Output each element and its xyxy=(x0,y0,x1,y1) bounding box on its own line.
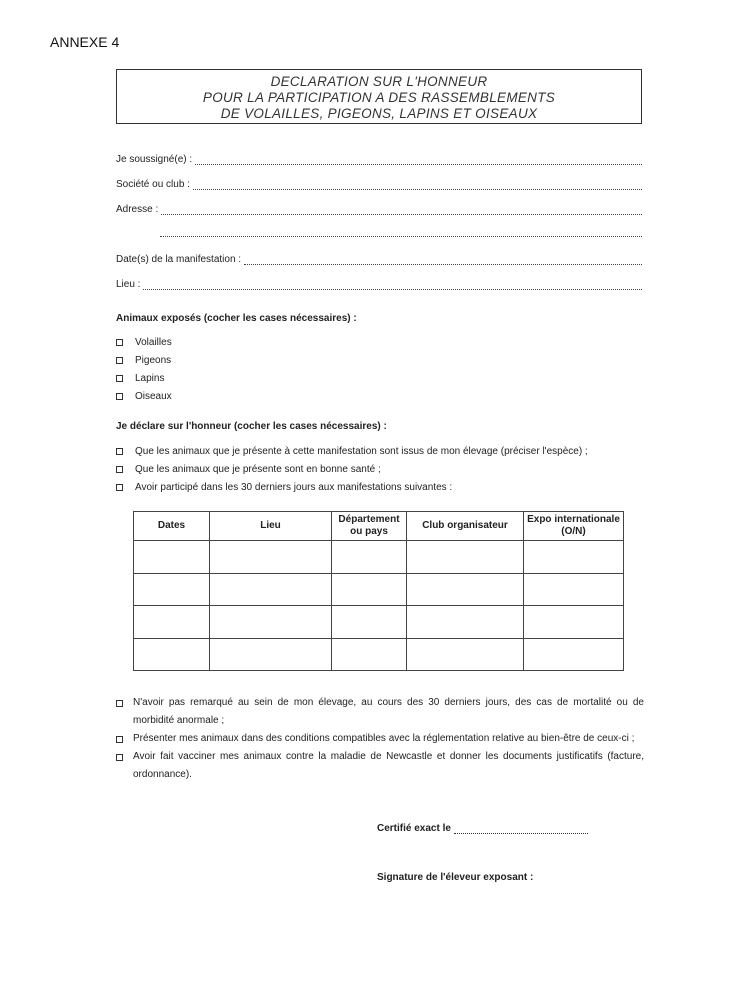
signature-label: Signature de l'éleveur exposant : xyxy=(377,872,534,883)
field-soussigne-line[interactable] xyxy=(195,154,642,165)
table-cell[interactable] xyxy=(210,573,332,606)
annexe-label: ANNEXE 4 xyxy=(50,34,120,50)
manifestations-table xyxy=(133,511,624,671)
checkbox-participation[interactable] xyxy=(116,484,123,491)
table-header-row xyxy=(134,512,624,541)
field-dates-label: Date(s) de la manifestation : xyxy=(116,254,242,265)
table-cell[interactable] xyxy=(134,606,210,639)
declare-item-label: Que les animaux que je présente à cette manifestation sont issus de mon élevage (préciser l'espèce) ; xyxy=(135,446,588,457)
table-cell[interactable] xyxy=(407,606,524,639)
table-cell[interactable] xyxy=(210,638,332,671)
field-dates-line[interactable] xyxy=(244,254,642,265)
checkbox-oiseaux[interactable] xyxy=(116,393,123,400)
declare-item[interactable] xyxy=(116,446,588,457)
table-cell[interactable] xyxy=(134,638,210,671)
animaux-item[interactable] xyxy=(116,337,172,348)
title-line-1: DECLARATION SUR L'HONNEUR xyxy=(270,74,488,89)
title-line-2: POUR LA PARTICIPATION A DES RASSEMBLEMENTS xyxy=(202,90,556,105)
animaux-title: Animaux exposés (cocher les cases nécessaires) : xyxy=(116,313,357,324)
declare-item-label: Que les animaux que je présente sont en bonne santé ; xyxy=(135,464,381,475)
animaux-item-label: Volailles xyxy=(135,337,172,348)
table-cell[interactable] xyxy=(210,606,332,639)
table-cell[interactable] xyxy=(332,541,407,574)
title-line-3: DE VOLAILLES, PIGEONS, LAPINS ET OISEAUX xyxy=(220,106,538,121)
certifie-label: Certifié exact le xyxy=(377,823,451,834)
col-dates: Dates xyxy=(134,512,210,541)
table-cell[interactable] xyxy=(407,638,524,671)
table-cell[interactable] xyxy=(524,638,624,671)
field-societe-label: Société ou club : xyxy=(116,179,190,190)
checkbox-mortalite[interactable] xyxy=(116,700,123,707)
field-dates[interactable] xyxy=(116,251,642,265)
table-cell[interactable] xyxy=(407,573,524,606)
table-row xyxy=(134,573,624,606)
table-cell[interactable] xyxy=(524,606,624,639)
declare-more-item[interactable] xyxy=(116,748,644,784)
field-soussigne-label: Je soussigné(e) : xyxy=(116,154,193,165)
animaux-item[interactable] xyxy=(116,373,164,384)
col-lieu: Lieu xyxy=(210,512,332,541)
declare-more-label: Avoir fait vacciner mes animaux contre la maladie de Newcastle et donner les documents justificatifs (facture, ordonnance). xyxy=(133,751,644,780)
field-adresse[interactable] xyxy=(116,201,642,215)
table-row xyxy=(134,638,624,671)
checkbox-bien-etre[interactable] xyxy=(116,736,123,743)
field-adresse-label: Adresse : xyxy=(116,204,159,215)
field-lieu[interactable] xyxy=(116,276,642,290)
checkbox-issus-elevage[interactable] xyxy=(116,448,123,455)
table-cell[interactable] xyxy=(524,541,624,574)
table-cell[interactable] xyxy=(524,573,624,606)
table-cell[interactable] xyxy=(134,541,210,574)
animaux-item[interactable] xyxy=(116,355,171,366)
field-soussigne[interactable] xyxy=(116,151,642,165)
field-societe-line[interactable] xyxy=(193,179,642,190)
animaux-item[interactable] xyxy=(116,391,172,402)
checkbox-pigeons[interactable] xyxy=(116,357,123,364)
checkbox-lapins[interactable] xyxy=(116,375,123,382)
col-expo: Expo internationale (O/N) xyxy=(524,512,624,541)
declare-title: Je déclare sur l'honneur (cocher les cases nécessaires) : xyxy=(116,421,387,432)
declare-item[interactable] xyxy=(116,482,452,493)
field-lieu-line[interactable] xyxy=(143,279,642,290)
table-cell[interactable] xyxy=(332,638,407,671)
certifie-line[interactable] xyxy=(454,824,588,834)
declare-item[interactable] xyxy=(116,464,381,475)
checkbox-newcastle[interactable] xyxy=(116,754,123,761)
declare-more-label: N'avoir pas remarqué au sein de mon élevage, au cours des 30 derniers jours, des cas de mortalité ou de morbidité anormale ; xyxy=(133,697,644,726)
table-cell[interactable] xyxy=(332,573,407,606)
table-cell[interactable] xyxy=(210,541,332,574)
declare-more-item[interactable] xyxy=(116,694,644,730)
col-club: Club organisateur xyxy=(407,512,524,541)
table-cell[interactable] xyxy=(134,573,210,606)
animaux-item-label: Pigeons xyxy=(135,355,172,366)
field-lieu-label: Lieu : xyxy=(116,279,141,290)
col-departement: Département ou pays xyxy=(332,512,407,541)
animaux-item-label: Oiseaux xyxy=(135,391,172,402)
declare-item-label: Avoir participé dans les 30 derniers jours aux manifestations suivantes : xyxy=(135,482,453,493)
table-row xyxy=(134,541,624,574)
field-societe[interactable] xyxy=(116,176,642,190)
title-box xyxy=(116,69,642,124)
field-adresse-line[interactable] xyxy=(161,204,642,215)
certifie-field[interactable] xyxy=(377,823,588,834)
declare-more-label: Présenter mes animaux dans des conditions compatibles avec la réglementation relative au bien-être de ceux-ci ; xyxy=(133,733,635,744)
table-row xyxy=(134,606,624,639)
animaux-item-label: Lapins xyxy=(135,373,165,384)
checkbox-bonne-sante[interactable] xyxy=(116,466,123,473)
field-adresse-line-2[interactable] xyxy=(160,226,642,237)
table-cell[interactable] xyxy=(407,541,524,574)
table-cell[interactable] xyxy=(332,606,407,639)
checkbox-volailles[interactable] xyxy=(116,339,123,346)
declare-more-item[interactable] xyxy=(116,730,644,748)
